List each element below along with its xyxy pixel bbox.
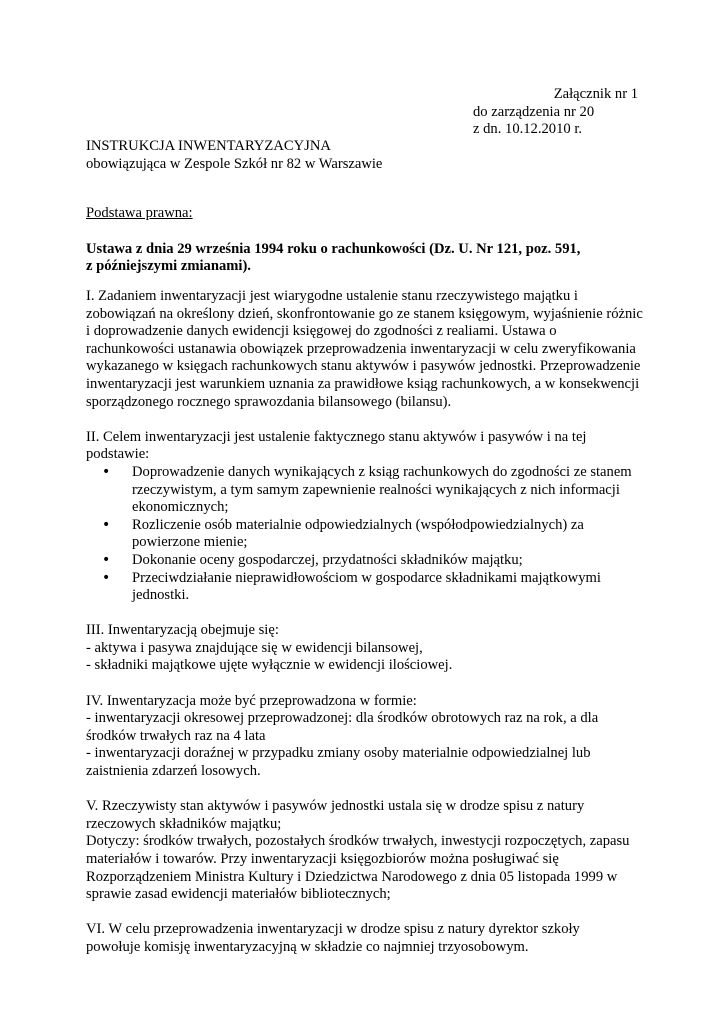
section-1 xyxy=(86,288,646,411)
section-5-line: V. Rzeczywisty stan aktywów i pasywów jednostki ustala się w drodze spisu z natury xyxy=(86,798,585,815)
section-4-line: zaistnienia zdarzeń losowych. xyxy=(86,763,261,780)
section-5-text: Dotyczy: środków trwałych, pozostałych środków trwałych, inwestycji rozpoczętych, zapasu materiałów i towarów. Przy inwentaryzacji księgozbiorów można posługiwać się Rozporządzeniem Ministra Kultury i Dziedzictwa Narodowego z dnia 05 listopada 1999 w sprawie zasad ewidencji materiałów bibliotecznych; xyxy=(86,833,630,903)
section-6-line: powołuje komisję inwentaryzacyjną w składzie co najmniej trzyosobowym. xyxy=(86,938,529,955)
section-4-intro: IV. Inwentaryzacja może być przeprowadzona w formie: xyxy=(86,692,417,709)
section-3-line: - składniki majątkowe ujęte wyłącznie w ewidencji ilościowej. xyxy=(86,657,453,674)
attachment-ordinance: do zarządzenia nr 20 xyxy=(473,103,595,120)
attachment-number: Załącznik nr 1 xyxy=(553,86,638,102)
section-4 xyxy=(86,693,646,781)
section-4-line: - inwentaryzacji doraźnej w przypadku zmiany osoby materialnie odpowiedzialnej lub xyxy=(86,745,591,762)
list-item: • Przeciwdziałanie nieprawidłowościom w gospodarce składnikami majątkowymi jednostki. xyxy=(100,570,646,605)
section-1-text: I. Zadaniem inwentaryzacji jest wiarygodne ustalenie stanu rzeczywistego majątku i zobowiązań na określony dzień, skonfrontowanie go ze stanem księgowym, wyjaśnienie różnic i doprowadzenie danych ewidencji księgowej do zgodności z realiami. Ustawa o rachunkowości ustanawia obowiązek przeprowadzenia inwentaryzacji w celu zweryfikowania wykazanego w księgach rachunkowych stanu aktywów i pasywów jednostki. Przeprowadzenie inwentaryzacji jest warunkiem uznania za prawidłowe ksiąg rachunkowych, a w konsekwencji sporządzonego rocznego sprawozdania bilansowego (bilansu). xyxy=(86,288,643,410)
document-header xyxy=(86,138,646,173)
section-3-line: - aktywa i pasywa znajdujące się w ewidencji bilansowej, xyxy=(86,639,423,656)
section-5 xyxy=(86,798,646,904)
section-6-line: VI. W celu przeprowadzenia inwentaryzacji w drodze spisu z natury dyrektor szkoły xyxy=(86,921,580,938)
legal-act-line: Ustawa z dnia 29 września 1994 roku o rachunkowości (Dz. U. Nr 121, poz. 591, xyxy=(86,240,581,257)
legal-act xyxy=(86,241,646,276)
legal-basis-label: Podstawa prawna: xyxy=(86,205,193,221)
document-subtitle: obowiązująca w Zespole Szkół nr 82 w Warszawie xyxy=(86,155,383,172)
section-5-line: rzeczowych składników majątku; xyxy=(86,815,282,832)
legal-basis xyxy=(86,205,646,276)
section-4-line: środków trwałych raz na 4 lata xyxy=(86,727,266,744)
attachment-date: z dn. 10.12.2010 r. xyxy=(473,121,583,138)
list-item: • Rozliczenie osób materialnie odpowiedzialnych (współodpowiedzialnych) za powierzone mienie; xyxy=(100,517,646,552)
attachment-note xyxy=(473,86,673,139)
document-title: INSTRUKCJA INWENTARYZACYJNA xyxy=(86,138,331,154)
section-4-line: - inwentaryzacji okresowej przeprowadzonej: dla środków obrotowych raz na rok, a dla xyxy=(86,710,599,727)
section-6 xyxy=(86,921,646,956)
section-2-intro: II. Celem inwentaryzacji jest ustalenie faktycznego stanu aktywów i pasywów i na tej podstawie: xyxy=(86,428,587,463)
section-2 xyxy=(86,429,646,605)
document-body xyxy=(86,288,646,974)
list-item: • Dokonanie oceny gospodarczej, przydatności składników majątku; xyxy=(100,552,646,570)
section-3 xyxy=(86,622,646,675)
list-item: • Doprowadzenie danych wynikających z ksiąg rachunkowych do zgodności ze stanem rzeczywistym, a tym samym zapewnienie realności wynikających z nich informacji ekonomicznych; xyxy=(100,464,646,517)
section-3-intro: III. Inwentaryzacją obejmuje się: xyxy=(86,622,279,639)
legal-act-line: z późniejszymi zmianami). xyxy=(86,258,251,275)
section-2-list xyxy=(86,464,646,605)
